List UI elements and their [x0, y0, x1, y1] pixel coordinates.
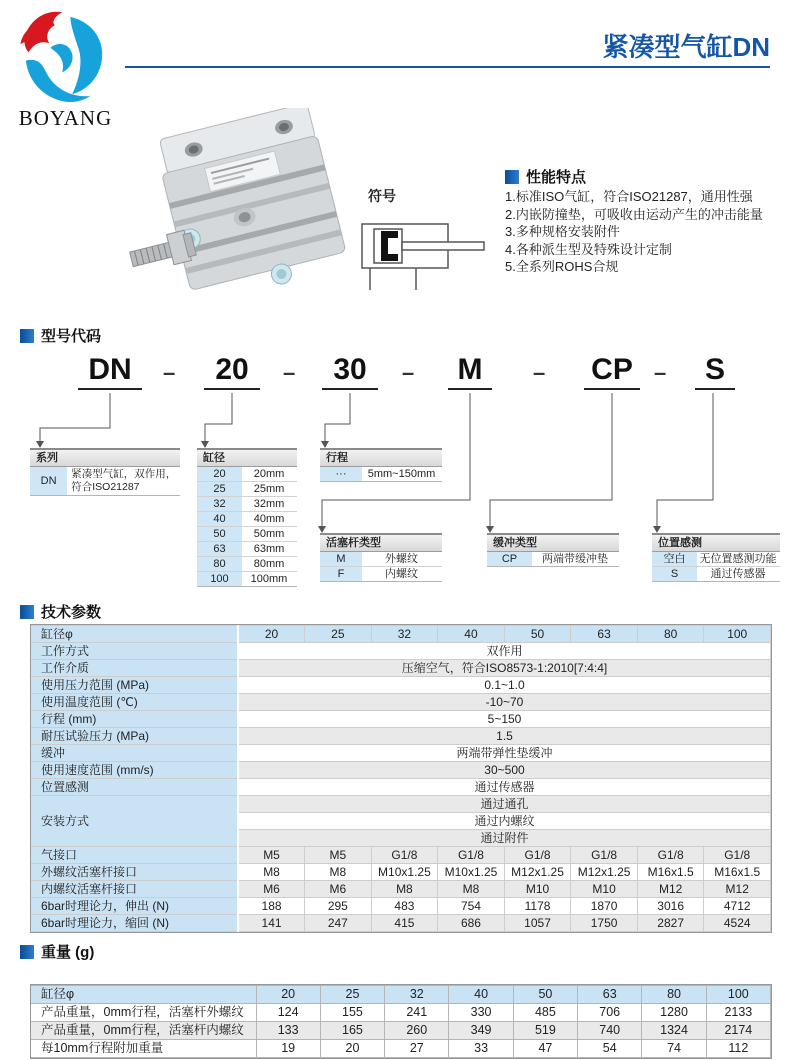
cell: 485	[513, 1004, 577, 1022]
bore-code: 40	[197, 512, 242, 526]
table-row	[31, 1022, 771, 1040]
table-row	[31, 694, 771, 711]
cell: 两端带弹性垫缓冲	[238, 745, 771, 762]
table-row	[320, 567, 442, 581]
cell: 155	[320, 1004, 384, 1022]
bore-desc: 63mm	[242, 542, 296, 556]
stroke-code: ···	[320, 467, 362, 481]
table-row	[31, 881, 771, 898]
table-row	[31, 986, 771, 1004]
cushion-table	[487, 533, 619, 567]
cell: 2827	[637, 915, 704, 932]
code-dash: –	[533, 360, 546, 385]
cell: 20	[256, 986, 320, 1004]
table-row	[320, 552, 442, 567]
feature-item: 3.多种规格安装附件	[505, 224, 620, 239]
cell: 5~150	[238, 711, 771, 728]
bore-desc: 80mm	[242, 557, 296, 571]
bore-table	[197, 448, 297, 587]
cell: 1280	[642, 1004, 706, 1022]
cell: 4712	[704, 898, 771, 915]
table-row	[31, 626, 771, 643]
symbol-label: 符号	[368, 188, 396, 204]
bore-code: 80	[197, 557, 242, 571]
cell: M5	[238, 847, 305, 864]
series-desc: 紧凑型气缸，双作用，符合ISO21287	[67, 467, 180, 495]
tech-table-wrap	[30, 624, 772, 933]
table-row	[197, 572, 297, 586]
cell: M8	[371, 881, 438, 898]
stroke-table-title: 行程	[320, 448, 442, 467]
section-marker-icon	[20, 329, 34, 343]
bore-desc: 32mm	[242, 497, 296, 511]
code-dash: –	[654, 360, 667, 385]
cell: 740	[578, 1022, 642, 1040]
cell: 19	[256, 1040, 320, 1058]
cell: G1/8	[571, 847, 638, 864]
cell: M6	[238, 881, 305, 898]
cell: 2133	[706, 1004, 770, 1022]
code-leader-lines	[0, 345, 800, 545]
feature-item: 4.各种派生型及特殊设计定制	[505, 241, 672, 257]
cell: M10x1.25	[438, 864, 505, 881]
cell: 30~500	[238, 762, 771, 779]
cell: G1/8	[504, 847, 571, 864]
table-row	[30, 467, 180, 495]
cell: 295	[305, 898, 372, 915]
series-code: DN	[30, 467, 67, 495]
cell: 165	[320, 1022, 384, 1040]
cell: 40	[438, 626, 505, 643]
bore-desc: 50mm	[242, 527, 296, 541]
cell: 74	[642, 1040, 706, 1058]
table-row	[197, 527, 297, 542]
bore-code: 20	[197, 467, 242, 481]
rod-type-table	[320, 533, 442, 582]
sensing-table-title: 位置感测	[652, 533, 780, 552]
row-label: 位置感测	[31, 779, 238, 796]
code-segment-stroke: 30	[322, 352, 378, 390]
stroke-desc: 5mm~150mm	[362, 467, 441, 481]
cell: 112	[706, 1040, 770, 1058]
row-label: 每10mm行程附加重量	[31, 1040, 256, 1058]
table-row	[197, 467, 297, 482]
series-table	[30, 448, 180, 496]
cell: 241	[385, 1004, 449, 1022]
cell: M8	[305, 864, 372, 881]
code-dash: –	[402, 360, 415, 385]
cell: 通过通孔	[238, 796, 771, 813]
features-section-header	[505, 166, 586, 187]
section-marker-icon	[20, 605, 34, 619]
row-label: 耐压试验压力 (MPa)	[31, 728, 238, 745]
cell: 483	[371, 898, 438, 915]
cell: 25	[320, 986, 384, 1004]
cell: 519	[513, 1022, 577, 1040]
cell: M12	[704, 881, 771, 898]
pneumatic-symbol	[352, 208, 492, 293]
code-segment-bore: 20	[204, 352, 260, 390]
code-dash: –	[163, 360, 176, 385]
bore-table-title: 缸径	[197, 448, 297, 467]
cell: M12x1.25	[571, 864, 638, 881]
table-row	[31, 1004, 771, 1022]
cell: 0.1~1.0	[238, 677, 771, 694]
cell: 47	[513, 1040, 577, 1058]
code-dash: –	[283, 360, 296, 385]
bore-code: 50	[197, 527, 242, 541]
cell: 706	[578, 1004, 642, 1022]
weight-table-wrap	[30, 984, 772, 1059]
cell: 80	[642, 986, 706, 1004]
cell: G1/8	[371, 847, 438, 864]
cell: 63	[578, 986, 642, 1004]
cell: 686	[438, 915, 505, 932]
cell: 20	[238, 626, 305, 643]
code-segment-sensing: S	[695, 352, 735, 390]
cell: 247	[305, 915, 372, 932]
cell: 33	[449, 1040, 513, 1058]
table-row	[31, 864, 771, 881]
cell: 20	[320, 1040, 384, 1058]
cell: 4524	[704, 915, 771, 932]
model-code-section-header	[20, 325, 101, 346]
cell: 40	[449, 986, 513, 1004]
cell: 32	[385, 986, 449, 1004]
cell: M10	[504, 881, 571, 898]
row-label: 使用压力范围 (MPa)	[31, 677, 238, 694]
table-row	[31, 711, 771, 728]
rod-desc: 内螺纹	[362, 567, 441, 581]
table-row	[197, 497, 297, 512]
cell: 50	[513, 986, 577, 1004]
cell: 双作用	[238, 643, 771, 660]
cell: 349	[449, 1022, 513, 1040]
table-row	[320, 467, 442, 481]
row-label: 气接口	[31, 847, 238, 864]
code-segment-cushion: CP	[584, 352, 640, 390]
features-list	[505, 188, 795, 276]
rod-code: F	[320, 567, 362, 581]
stroke-table	[320, 448, 442, 482]
weight-section-header	[20, 941, 94, 962]
table-row	[31, 779, 771, 796]
cell: 415	[371, 915, 438, 932]
table-row	[31, 728, 771, 745]
boyang-logo-icon	[14, 6, 114, 106]
table-row	[31, 660, 771, 677]
sensing-table	[652, 533, 780, 582]
cell: 133	[256, 1022, 320, 1040]
table-row	[31, 1040, 771, 1058]
cell: G1/8	[438, 847, 505, 864]
bore-code: 63	[197, 542, 242, 556]
cell: 1870	[571, 898, 638, 915]
section-marker-icon	[505, 170, 519, 184]
cell: 330	[449, 1004, 513, 1022]
cell: 1324	[642, 1022, 706, 1040]
table-row	[31, 847, 771, 864]
cell: 1.5	[238, 728, 771, 745]
cell: 27	[385, 1040, 449, 1058]
table-row	[197, 557, 297, 572]
cushion-table-title: 缓冲类型	[487, 533, 619, 552]
row-label: 产品重量，0mm行程，活塞杆内螺纹	[31, 1022, 256, 1040]
feature-item: 2.内嵌防撞垫，可吸收由运动产生的冲击能量	[505, 206, 763, 222]
cell: G1/8	[704, 847, 771, 864]
row-label: 工作方式	[31, 643, 238, 660]
bore-code: 100	[197, 572, 242, 586]
table-row	[197, 512, 297, 527]
series-table-title: 系列	[30, 448, 180, 467]
table-row	[197, 542, 297, 557]
cell: G1/8	[637, 847, 704, 864]
feature-item: 1.标准ISO气缸，符合ISO21287，通用性强	[505, 189, 753, 204]
cell: M16x1.5	[704, 864, 771, 881]
cell: M8	[238, 864, 305, 881]
tech-title: 技术参数	[41, 604, 102, 621]
cell: 124	[256, 1004, 320, 1022]
model-code-title: 型号代码	[41, 328, 102, 345]
section-marker-icon	[20, 945, 34, 959]
bore-desc: 100mm	[242, 572, 296, 586]
page-title: 紧凑型气缸DN	[602, 32, 770, 62]
table-row	[31, 796, 771, 813]
tech-table	[31, 625, 771, 932]
cell: -10~70	[238, 694, 771, 711]
tech-section-header	[20, 601, 101, 622]
bore-desc: 25mm	[242, 482, 296, 496]
bore-desc: 20mm	[242, 467, 296, 481]
cell: 100	[704, 626, 771, 643]
cell: 32	[371, 626, 438, 643]
row-label: 缸径φ	[31, 626, 238, 643]
code-segment-rod: M	[448, 352, 492, 390]
cushion-code: CP	[487, 552, 532, 566]
table-row	[487, 552, 619, 566]
rod-code: M	[320, 552, 362, 566]
row-label: 外螺纹活塞杆接口	[31, 864, 238, 881]
cell: 80	[637, 626, 704, 643]
row-label: 内螺纹活塞杆接口	[31, 881, 238, 898]
table-row	[197, 482, 297, 497]
cell: 通过传感器	[238, 779, 771, 796]
table-row	[31, 915, 771, 932]
sensing-code: S	[652, 567, 697, 581]
bore-desc: 40mm	[242, 512, 296, 526]
rod-desc: 外螺纹	[362, 552, 441, 566]
row-label: 使用温度范围 (℃)	[31, 694, 238, 711]
row-label: 安装方式	[31, 796, 238, 847]
cell: 54	[578, 1040, 642, 1058]
code-segment-series: DN	[78, 352, 142, 390]
cell: M10	[571, 881, 638, 898]
cell: 63	[571, 626, 638, 643]
cell: M6	[305, 881, 372, 898]
row-label: 6bar时理论力，伸出 (N)	[31, 898, 238, 915]
table-row	[31, 643, 771, 660]
rod-type-table-title: 活塞杆类型	[320, 533, 442, 552]
table-row	[31, 677, 771, 694]
row-label: 使用速度范围 (mm/s)	[31, 762, 238, 779]
cell: 3016	[637, 898, 704, 915]
cell: 188	[238, 898, 305, 915]
weight-title: 重量 (g)	[41, 944, 95, 961]
sensing-code: 空白	[652, 552, 697, 566]
cushion-desc: 两端带缓冲垫	[532, 552, 618, 566]
table-row	[31, 745, 771, 762]
table-row	[31, 898, 771, 915]
cell: 通过内螺纹	[238, 813, 771, 830]
bore-code: 25	[197, 482, 242, 496]
cell: M16x1.5	[637, 864, 704, 881]
bore-code: 32	[197, 497, 242, 511]
header-rule	[125, 66, 770, 68]
table-row	[652, 552, 780, 567]
brand-name: BOYANG	[18, 106, 113, 130]
cell: 754	[438, 898, 505, 915]
table-row	[652, 567, 780, 581]
cell: M12x1.25	[504, 864, 571, 881]
cell: 260	[385, 1022, 449, 1040]
cell: 50	[504, 626, 571, 643]
sensing-desc: 通过传感器	[697, 567, 779, 581]
row-label: 6bar时理论力，缩回 (N)	[31, 915, 238, 932]
row-label: 行程 (mm)	[31, 711, 238, 728]
product-photo	[112, 108, 352, 303]
cell: M8	[438, 881, 505, 898]
row-label: 缸径φ	[31, 986, 256, 1004]
cell: 通过附件	[238, 830, 771, 847]
row-label: 产品重量，0mm行程，活塞杆外螺纹	[31, 1004, 256, 1022]
cell: M5	[305, 847, 372, 864]
sensing-desc: 无位置感测功能	[697, 552, 779, 566]
cell: M10x1.25	[371, 864, 438, 881]
row-label: 缓冲	[31, 745, 238, 762]
cell: 141	[238, 915, 305, 932]
cell: 2174	[706, 1022, 770, 1040]
cell: 1057	[504, 915, 571, 932]
cell: 100	[706, 986, 770, 1004]
cell: 压缩空气，符合ISO8573-1:2010[7:4:4]	[238, 660, 771, 677]
features-title: 性能特点	[526, 169, 587, 186]
cell: 1178	[504, 898, 571, 915]
row-label: 工作介质	[31, 660, 238, 677]
cell: 25	[305, 626, 372, 643]
cell: 1750	[571, 915, 638, 932]
table-row	[31, 762, 771, 779]
cell: M12	[637, 881, 704, 898]
weight-table	[31, 985, 771, 1058]
feature-item: 5.全系列ROHS合规	[505, 259, 619, 274]
